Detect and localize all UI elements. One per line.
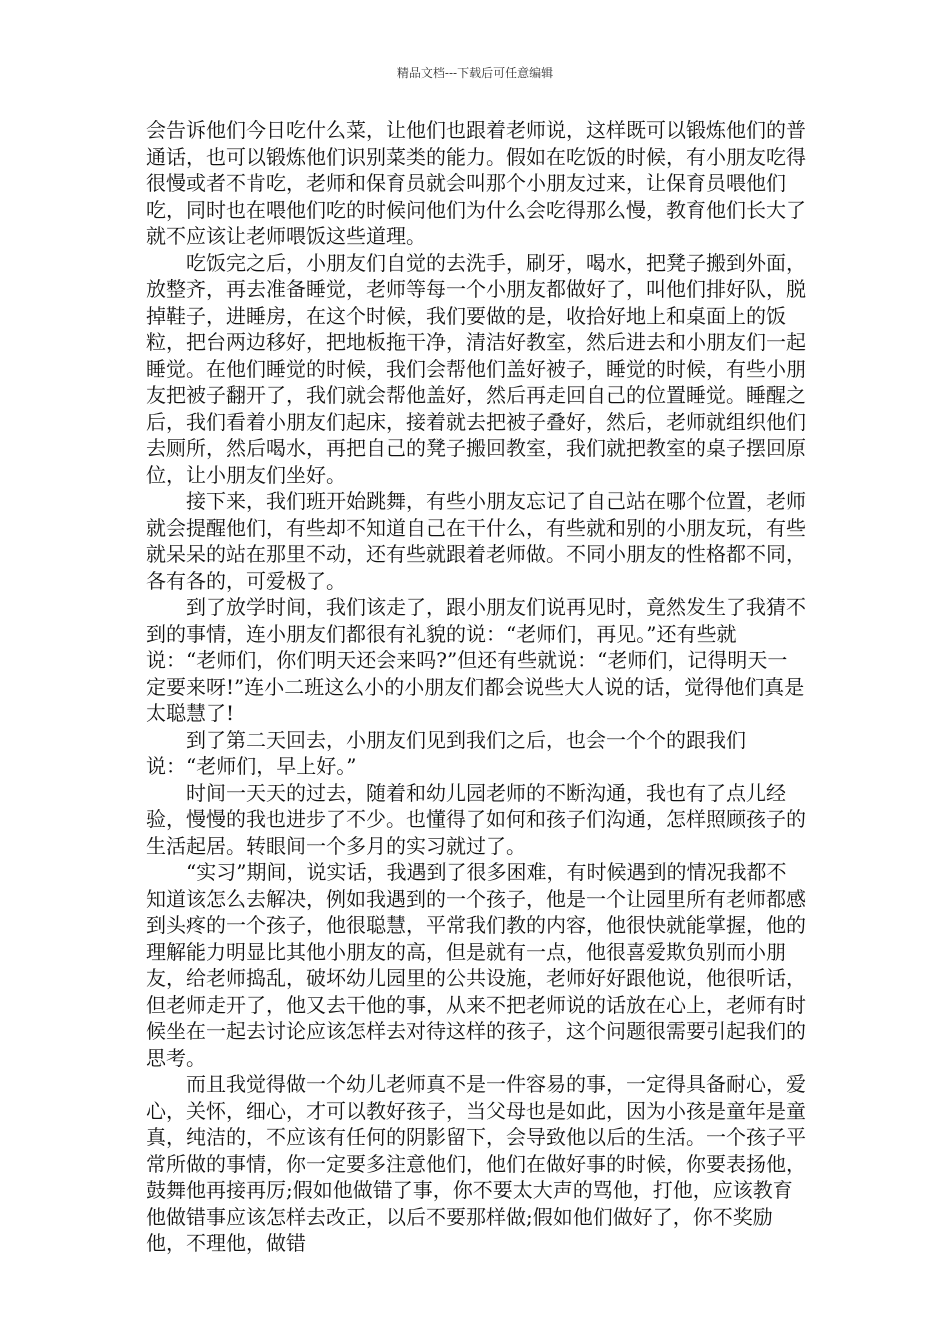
page-header: 精品文档---下载后可任意编辑 bbox=[396, 66, 554, 80]
paragraph: 吃饭完之后，小朋友们自觉的去洗手，刷牙，喝水，把凳子搬到外面，放整齐，再去准备睡觉，老师等每一个小朋友都做好了，叫他们排好队，脱掉鞋子，进睡房，在这个时候，我们要做的是，收拾好地上和桌面上的饭粒，把台两边移好，把地板拖干净，清洁好教室，然后进去和小朋友们一起睡觉。在他们睡觉的时候，我们会帮他们盖好被子，睡觉的时候，有些小朋友把被子翻开了，我们就会帮他盖好，然后再走回自己的位置睡觉。睡醒之后，我们看着小朋友们起床，接着就去把被子叠好，然后，老师就组织他们去厕所，然后喝水，再把自己的凳子搬回教室，我们就把教室的桌子摆回原位，让小朋友们坐好。 bbox=[146, 250, 806, 487]
paragraph: 而且我觉得做一个幼儿老师真不是一件容易的事，一定得具备耐心，爱心，关怀，细心，才可以教好孩子，当父母也是如此，因为小孩是童年是童真，纯洁的，不应该有任何的阴影留下，会导致他以后的生活。一个孩子平常所做的事情，你一定要多注意他们，他们在做好事的时候，你要表扬他，鼓舞他再接再厉;假如他做错了事，你不要太大声的骂他，打他，应该教育他做错事应该怎样去改正，以后不要那样做;假如他们做好了，你不奖励他，不理他，做错 bbox=[146, 1072, 806, 1255]
paragraph: “实习”期间，说实话，我遇到了很多困难，有时候遇到的情况我都不知道该怎么去解决，例如我遇到的一个孩子，他是一个让园里所有老师都感到头疼的一个孩子，他很聪慧，平常我们教的内容，他很快就能掌握，他的理解能力明显比其他小朋友的高，但是就有一点，他很喜爱欺负别而小朋友，给老师捣乱，破坏幼儿园里的公共设施，老师好好跟他说，他很听话，但老师走开了，他又去干他的事，从来不把老师说的话放在心上，老师有时候坐在一起去讨论应该怎样去对待这样的孩子，这个问题很需要引起我们的思考。 bbox=[146, 860, 806, 1070]
document-body bbox=[146, 117, 806, 1257]
paragraph: 接下来，我们班开始跳舞，有些小朋友忘记了自己站在哪个位置，老师就会提醒他们，有些却不知道自己在干什么，有些就和别的小朋友玩，有些就呆呆的站在那里不动，还有些就跟着老师做。不同小朋友的性格都不同，各有各的，可爱极了。 bbox=[146, 489, 806, 593]
paragraph: 到了放学时间，我们该走了，跟小朋友们说再见时，竟然发生了我猜不到的事情，连小朋友们都很有礼貌的说：“老师们，再见。”还有些就说：“老师们，你们明天还会来吗?”但还有些就说：“老师们，记得明天一定要来呀!”连小二班这么小的小朋友们都会说些大人说的话，觉得他们真是太聪慧了! bbox=[146, 595, 806, 725]
paragraph: 会告诉他们今日吃什么菜，让他们也跟着老师说，这样既可以锻炼他们的普通话，也可以锻炼他们识别菜类的能力。假如在吃饭的时候，有小朋友吃得很慢或者不肯吃，老师和保育员就会叫那个小朋友过来，让保育员喂他们吃，同时也在喂他们吃的时候问他们为什么会吃得那么慢，教育他们长大了就不应该让老师喂饭这些道理。 bbox=[146, 118, 806, 248]
paragraph: 时间一天天的过去，随着和幼儿园老师的不断沟通，我也有了点儿经验，慢慢的我也进步了不少。也懂得了如何和孩子们沟通，怎样照顾孩子的生活起居。转眼间一个多月的实习就过了。 bbox=[146, 780, 806, 858]
paragraph: 到了第二天回去，小朋友们见到我们之后，也会一个个的跟我们说：“老师们，早上好。” bbox=[146, 727, 746, 778]
